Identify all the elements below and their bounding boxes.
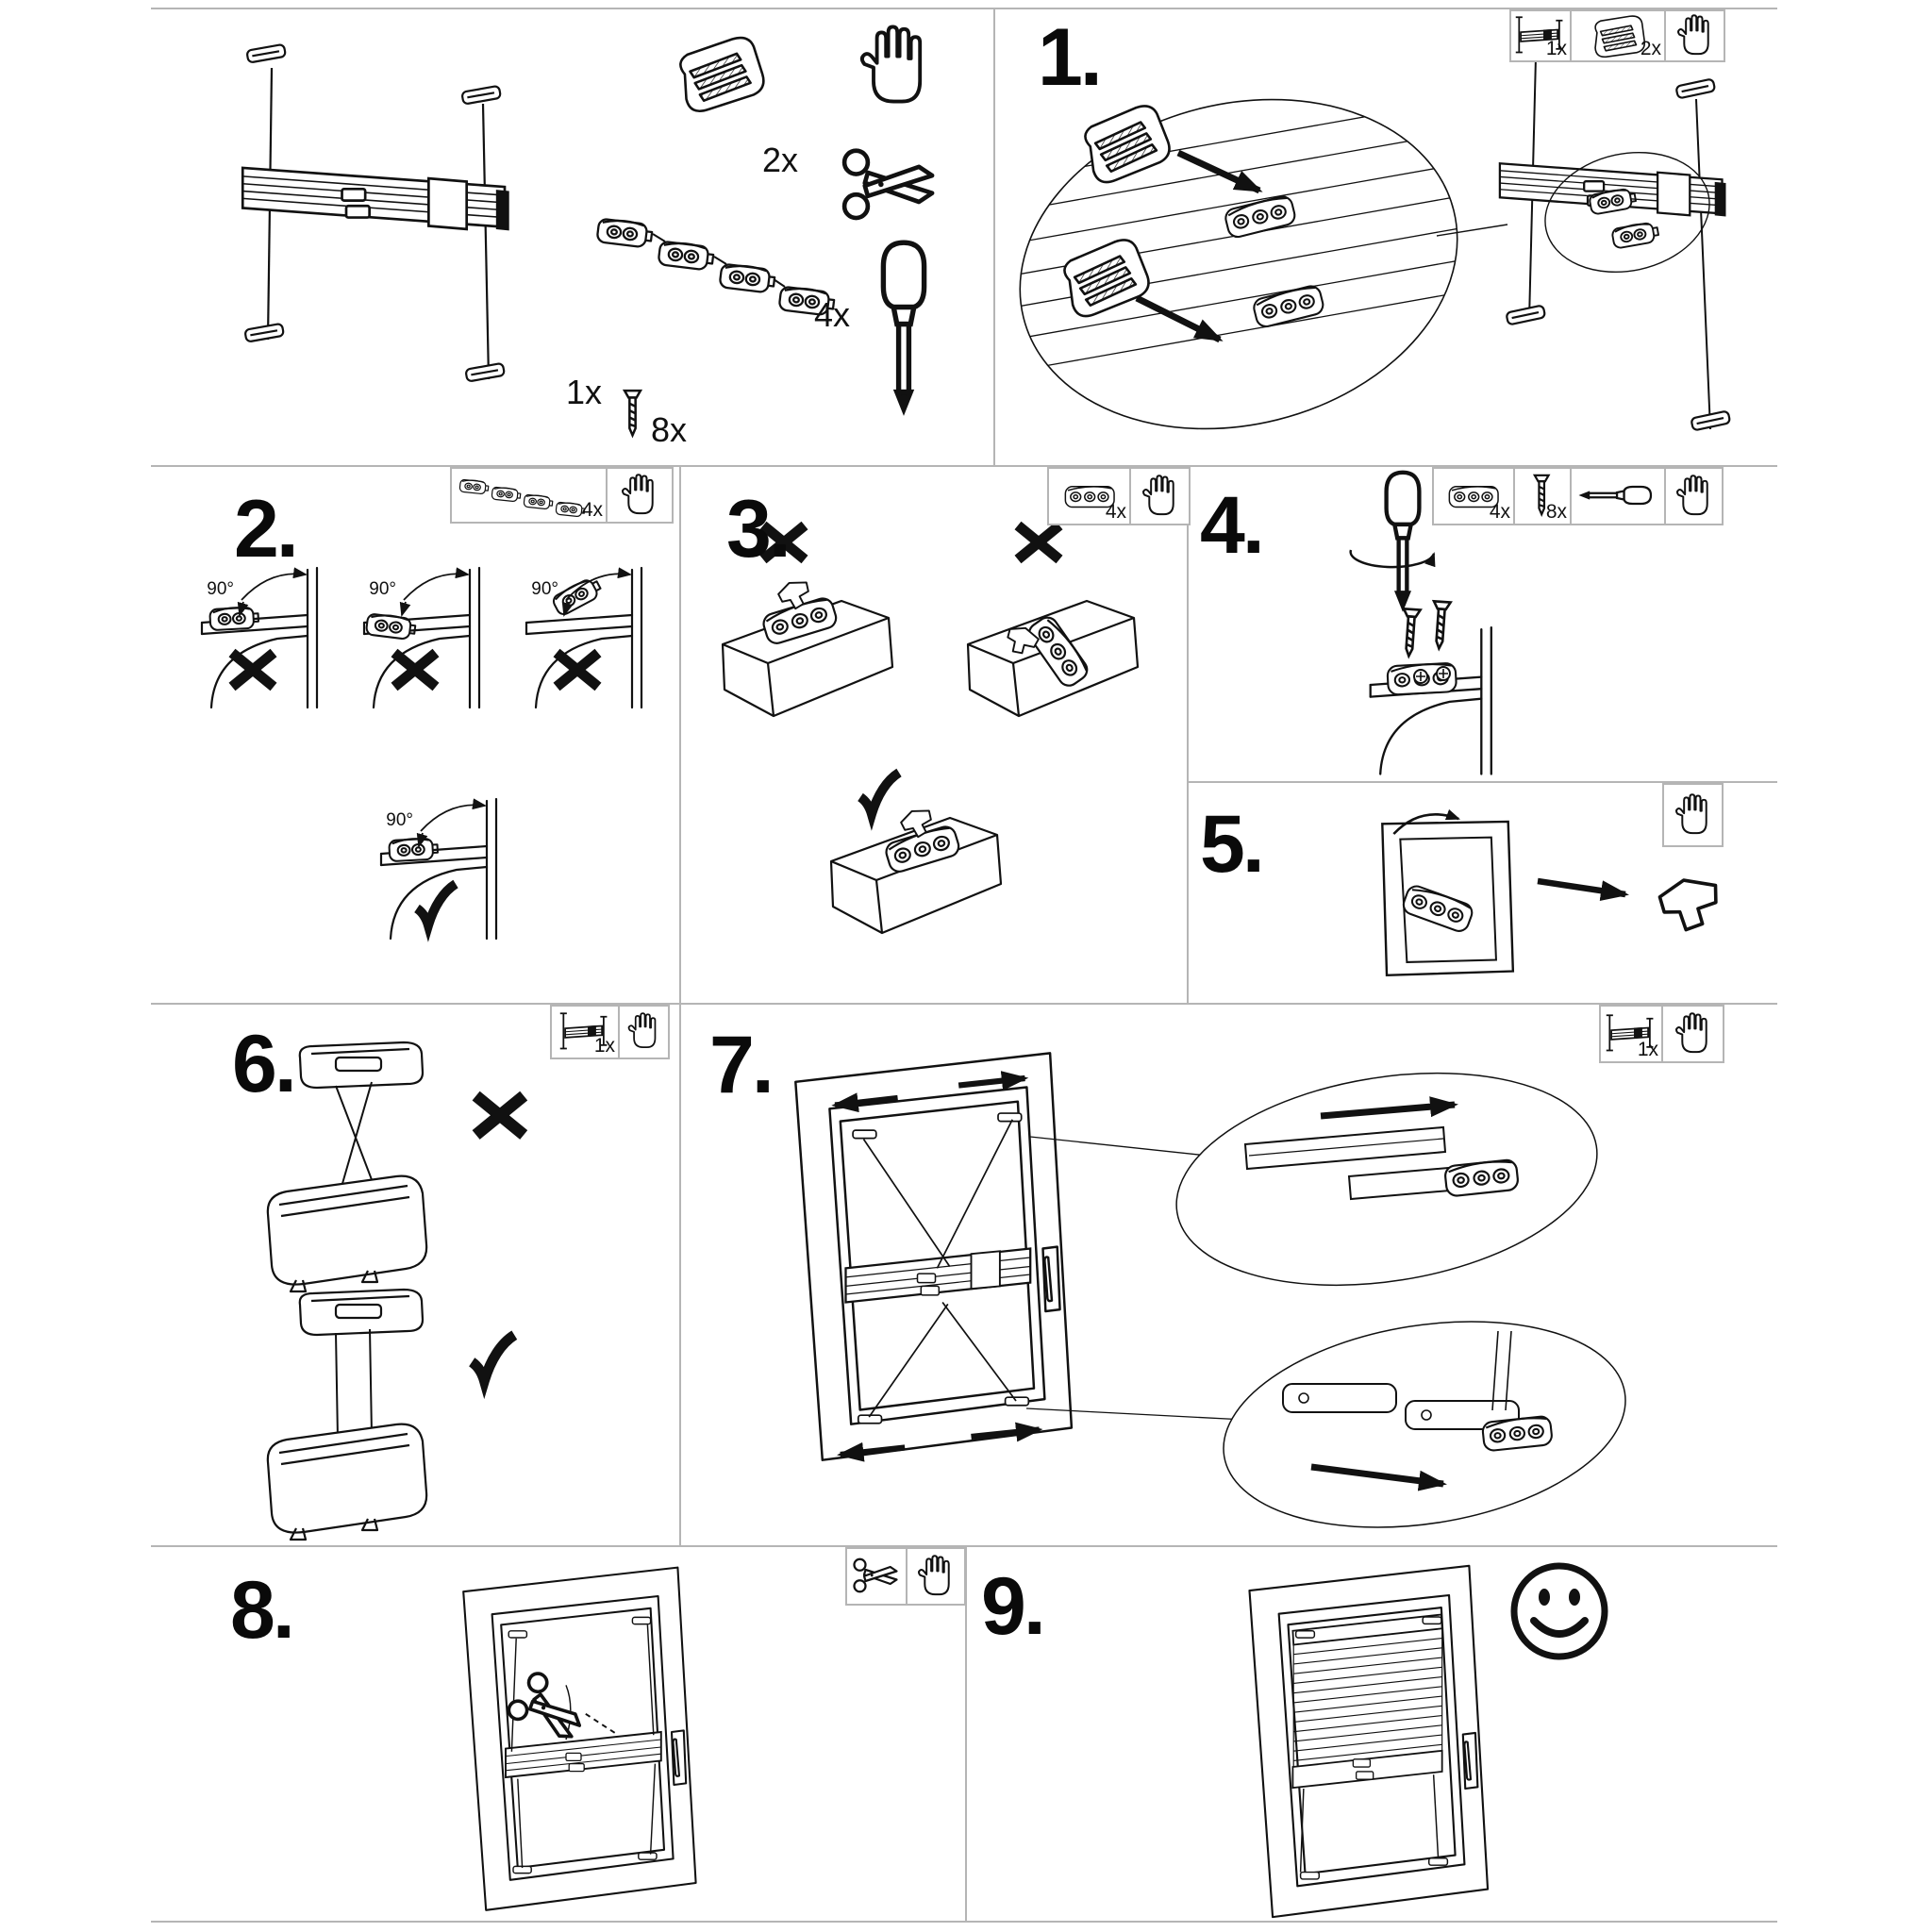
angle-label: 90° xyxy=(386,810,413,830)
step7-number: 7. xyxy=(709,1020,772,1110)
step7-header xyxy=(1599,1005,1724,1063)
step4-header-hand xyxy=(1664,469,1722,524)
step1-number: 1. xyxy=(1038,12,1100,103)
hand-icon xyxy=(619,472,660,519)
angle-label: 90° xyxy=(531,579,558,599)
check-mark xyxy=(417,884,456,925)
step9-panel xyxy=(965,1547,1777,1921)
border-bottom xyxy=(151,1921,1777,1923)
rail-assembly-part xyxy=(242,44,508,382)
clip-count: 4x xyxy=(1105,501,1126,523)
step7-detail-bottom xyxy=(1208,1295,1641,1543)
screw-drawing xyxy=(1431,601,1451,649)
step9-drawing xyxy=(965,1547,1777,1921)
step7-panel xyxy=(679,1005,1777,1543)
step6-header-hand xyxy=(618,1007,668,1058)
step6-header xyxy=(550,1005,670,1059)
rail-count: 1x xyxy=(1637,1039,1658,1060)
screwdriver-icon xyxy=(1573,477,1663,515)
clip-chain-part xyxy=(596,218,835,316)
step6-number: 6. xyxy=(232,1019,294,1109)
clip-count: 4x xyxy=(1489,501,1510,523)
parallel-cords xyxy=(336,1329,372,1439)
step3-number: 3. xyxy=(726,484,789,575)
hand-icon xyxy=(625,1010,663,1054)
step2-wrong-1 xyxy=(202,568,317,708)
step6-correct xyxy=(268,1290,514,1540)
step7-detail-top xyxy=(1161,1045,1612,1313)
corner-block xyxy=(1371,627,1491,774)
step4-header-screwdriver xyxy=(1570,469,1664,524)
step1-header-hand xyxy=(1664,11,1724,60)
screw-part xyxy=(625,391,641,435)
step2-number: 2. xyxy=(234,484,296,575)
step1-header xyxy=(1509,9,1725,62)
hand-icon xyxy=(862,26,920,101)
hand-icon xyxy=(1673,1010,1714,1058)
hand-icon xyxy=(1673,791,1714,839)
rotate-arrow xyxy=(1351,550,1434,567)
step2-wrong-2 xyxy=(364,568,479,708)
step6-drawing xyxy=(151,1005,679,1543)
window-with-blind xyxy=(463,1568,695,1910)
step4-header-clips xyxy=(1434,469,1513,524)
clip-count-label: 4x xyxy=(814,295,851,334)
check-mark xyxy=(472,1335,514,1380)
step1-drawing xyxy=(993,9,1777,463)
step4-header xyxy=(1432,467,1724,525)
step1-header-clamp xyxy=(1570,11,1664,60)
step2-panel xyxy=(151,467,679,1001)
step2-header-clips xyxy=(452,469,606,522)
angle-label: 90° xyxy=(207,579,234,599)
step1-detail-ellipse xyxy=(993,55,1492,463)
step3-header-hand xyxy=(1129,469,1189,524)
screw-count: 8x xyxy=(1545,501,1567,523)
step5-number: 5. xyxy=(1200,799,1262,890)
clip-count: 4x xyxy=(581,499,603,521)
step6-panel xyxy=(151,1005,679,1543)
step5-header xyxy=(1662,783,1724,847)
step2-header xyxy=(450,467,674,524)
step8-header-scissors xyxy=(847,1549,906,1604)
hand-icon xyxy=(915,1553,957,1600)
cross-mark xyxy=(394,653,436,687)
scissors-icon xyxy=(844,151,932,218)
step1-header-rail xyxy=(1511,11,1570,60)
step3-header-clips xyxy=(1049,469,1129,524)
step7-header-hand xyxy=(1661,1007,1723,1061)
clamp-count: 2x xyxy=(1640,38,1661,59)
hand-icon xyxy=(1140,473,1181,520)
step5-header-hand xyxy=(1664,785,1722,845)
step7-drawing xyxy=(679,1005,1777,1543)
clamp-count-label: 2x xyxy=(762,141,799,179)
step1-assembly xyxy=(1500,33,1730,430)
step2-header-hand xyxy=(606,469,672,522)
step8-number: 8. xyxy=(230,1565,292,1656)
step1-panel xyxy=(993,9,1777,463)
step2-wrong-3 xyxy=(526,568,641,708)
step3-correct xyxy=(831,773,1001,933)
cross-mark xyxy=(232,653,274,687)
step9-number: 9. xyxy=(981,1561,1043,1652)
step8-header-hand xyxy=(906,1549,964,1604)
clamp-part xyxy=(677,35,767,113)
rail-count: 1x xyxy=(1545,38,1567,59)
remove-arrow xyxy=(1538,881,1625,894)
hand-icon xyxy=(1674,473,1715,520)
rail-count-label: 1x xyxy=(566,373,603,411)
screw-count-label: 8x xyxy=(651,410,688,449)
crossed-cords xyxy=(336,1082,375,1193)
parts-overview-panel xyxy=(151,9,993,463)
cross-mark xyxy=(476,1096,525,1135)
step6-wrong xyxy=(268,1042,524,1291)
screw-drawing xyxy=(1401,608,1421,657)
hand-icon xyxy=(1674,12,1716,59)
step8-header xyxy=(845,1547,966,1606)
step2-drawing xyxy=(151,467,679,1001)
step4-number: 4. xyxy=(1200,480,1262,571)
scissors-icon xyxy=(852,1555,901,1598)
window-with-blind xyxy=(795,1053,1072,1459)
step3-wrong-2 xyxy=(968,525,1138,716)
screwdriver-drawing xyxy=(1351,473,1434,607)
cross-mark xyxy=(557,653,598,687)
clip-chain-icon xyxy=(458,470,600,521)
smiley-face-icon xyxy=(1514,1566,1605,1657)
step2-correct xyxy=(381,799,496,939)
window-finished xyxy=(1249,1566,1488,1917)
rail-count: 1x xyxy=(593,1035,615,1057)
angle-label: 90° xyxy=(369,579,396,599)
step4-header-screws xyxy=(1513,469,1570,524)
removed-tab xyxy=(1658,877,1720,932)
screwdriver-icon xyxy=(883,242,924,408)
step7-header-rail xyxy=(1601,1007,1661,1061)
parts-overview-drawing xyxy=(151,9,993,463)
sash-corner xyxy=(1352,796,1543,1001)
step3-header xyxy=(1047,467,1191,525)
step6-header-rail xyxy=(552,1007,618,1058)
